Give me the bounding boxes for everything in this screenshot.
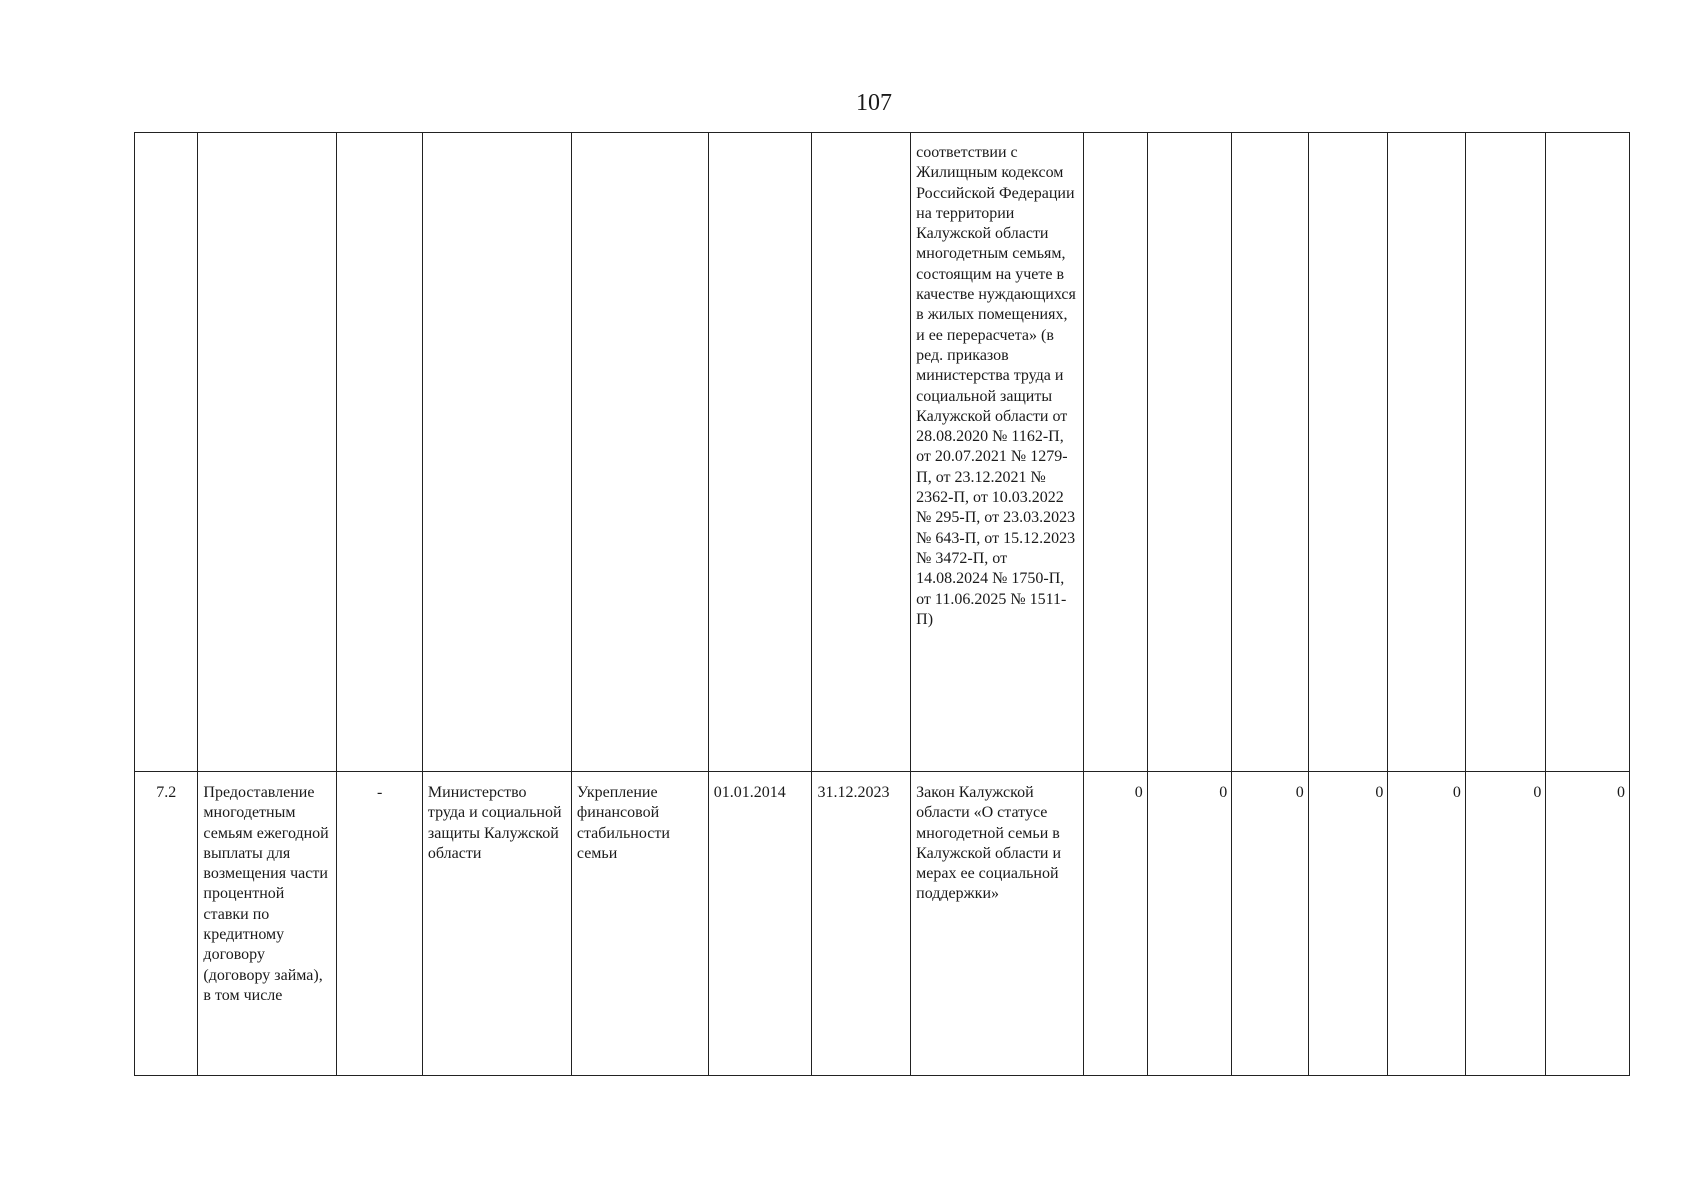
cell-value: 0 (1147, 772, 1232, 1076)
cell-executor: Министерство труда и социальной защиты Калужской области (422, 772, 571, 1076)
cell-empty (337, 133, 423, 772)
cell-value: 0 (1388, 772, 1466, 1076)
cell-row-number: 7.2 (135, 772, 198, 1076)
cell-value: 0 (1232, 772, 1309, 1076)
cell-empty (708, 133, 812, 772)
cell-empty (571, 133, 708, 772)
cell-value: 0 (1465, 772, 1546, 1076)
cell-empty (1308, 133, 1388, 772)
cell-value: 0 (1308, 772, 1388, 1076)
cell-empty (812, 133, 911, 772)
cell-empty (135, 133, 198, 772)
cell-empty (422, 133, 571, 772)
table-row-7-2 (135, 772, 1630, 1076)
cell-start-date: 01.01.2014 (708, 772, 812, 1076)
cell-empty (1147, 133, 1232, 772)
cell-end-date: 31.12.2023 (812, 772, 911, 1076)
cell-code: - (337, 772, 423, 1076)
cell-goal: Укрепление финансовой стабильности семьи (571, 772, 708, 1076)
cell-empty (1465, 133, 1546, 772)
cell-legal-basis: Закон Калужской области «О статусе многодетной семьи в Калужской области и мерах ее социальной поддержки» (911, 772, 1084, 1076)
cell-empty (198, 133, 337, 772)
cell-empty (1084, 133, 1147, 772)
table-row-continuation (135, 133, 1630, 772)
page-number: 107 (856, 90, 892, 116)
cell-value: 0 (1084, 772, 1147, 1076)
measures-table (134, 132, 1630, 1076)
cell-empty (1232, 133, 1309, 772)
cell-empty (1546, 133, 1630, 772)
cell-empty (1388, 133, 1466, 772)
cell-measure-name: Предоставление многодетным семьям ежегодной выплаты для возмещения части процентной ставки по кредитному договору (договору займа), в том числе (198, 772, 337, 1076)
cell-value: 0 (1546, 772, 1630, 1076)
cell-legal-basis-continuation: соответствии с Жилищным кодексом Российской Федерации на территории Калужской области многодетным семьям, состоящим на учете в качестве нуждающихся в жилых помещениях, и ее перерасчета» (в ред. приказов министерства труда и социальной защиты Калужской области от 28.08.2020 № 1162-П, от 20.07.2021 № 1279-П, от 23.12.2021 № 2362-П, от 10.03.2022 № 295-П, от 23.03.2023 № 643-П, от 15.12.2023 № 3472-П, от 14.08.2024 № 1750-П, от 11.06.2025 № 1511-П) (911, 133, 1084, 772)
